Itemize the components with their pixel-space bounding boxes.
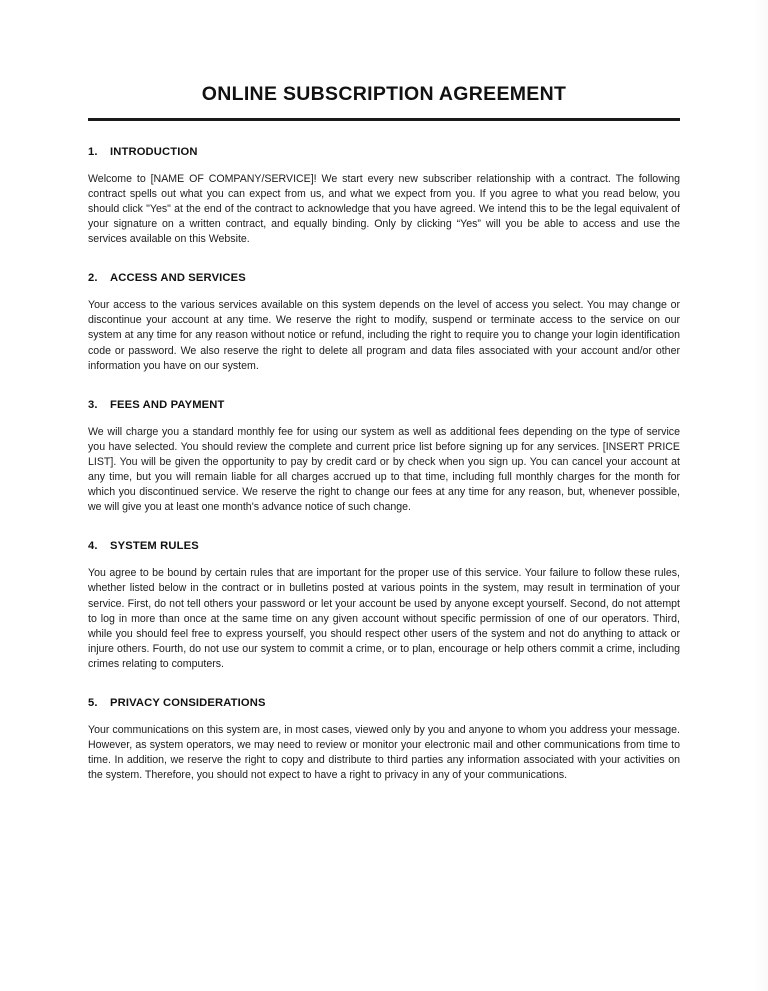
section-number: 1. [88,145,98,158]
page-title: ONLINE SUBSCRIPTION AGREEMENT [201,83,567,105]
page-edge-shadow [754,0,768,991]
document-content [88,0,680,783]
section-heading [88,697,680,709]
section-access-and-services [88,272,680,373]
section-heading [88,540,680,552]
section-heading [88,272,680,284]
section-number: 3. [88,398,98,411]
section-body: Your access to the various services available on this system depends on the level of access you select. You may change or discontinue your account at any time. We reserve the right to modify, suspend or terminate access to the service on our system at any time for any reason without notice or refund, including the right to require you to change your login identification code or password. We also reserve the right to delete all program and data files associated with your account and/or other information you have on our system. [88,299,680,372]
section-introduction [88,146,680,247]
section-heading [88,146,680,158]
section-body: We will charge you a standard monthly fee for using our system as well as additional fees depending on the type of service you have selected. You should review the complete and current price list before signing up for any services. [INSERT PRICE LIST]. You will be given the opportunity to pay by credit card or by check when you sign up. You can cancel your account at any time, but you will remain liable for all charges accrued up to that time, including full monthly charges for the month for which you discontinued service. We reserve the right to change our fees at any time for any reason, but, whenever possible, we will give you at least one month's advance notice of such change. [88,425,680,514]
section-heading-text: SYSTEM RULES [110,540,199,553]
title-divider [88,118,680,121]
section-heading-text: PRIVACY CONSIDERATIONS [110,696,266,709]
section-fees-and-payment [88,399,680,516]
section-heading-text: ACCESS AND SERVICES [110,272,246,285]
section-system-rules [88,540,680,672]
section-privacy-considerations [88,697,680,783]
section-body: Welcome to [NAME OF COMPANY/SERVICE]! We start every new subscriber relationship with a contract. The following contract spells out what you can expect from us, and what we expect from you. If you agree to what you read below, you should click "Yes" at the end of the contract to acknowledge that you have agreed. We intend this to be the legal equivalent of your signature on a written contract, and equally binding. Only by clicking “Yes” will you be able to access and use the services available on this Website. [88,172,680,246]
section-number: 5. [88,696,98,709]
section-heading-text: INTRODUCTION [110,145,198,158]
section-heading [88,399,680,411]
section-body: You agree to be bound by certain rules that are important for the proper use of this service. Your failure to follow these rules, whether listed below in the contract or in bulletins posted at various points in the system, may result in termination of your service. First, do not tell others your password or let your account be used by anyone except yourself. Second, do not attempt to log in more than once at the same time on any given account without specific permission of one of our operators. Third, while you should feel free to express yourself, you should respect other users of the system and not do anything to attack or injure others. Fourth, do not use our system to commit a crime, or to plan, encourage or help others commit a crime, including crimes relating to computers. [88,567,680,670]
section-number: 4. [88,540,98,553]
section-heading-text: FEES AND PAYMENT [110,398,225,411]
section-body: Your communications on this system are, in most cases, viewed only by you and anyone to whom you address your message. However, as system operators, we may need to review or monitor your electronic mail and other communications from time to time. In addition, we reserve the right to copy and distribute to third parties any information associated with your activities on the system. Therefore, you should not expect to have a right to privacy in any of your communications. [88,723,680,782]
section-number: 2. [88,272,98,285]
